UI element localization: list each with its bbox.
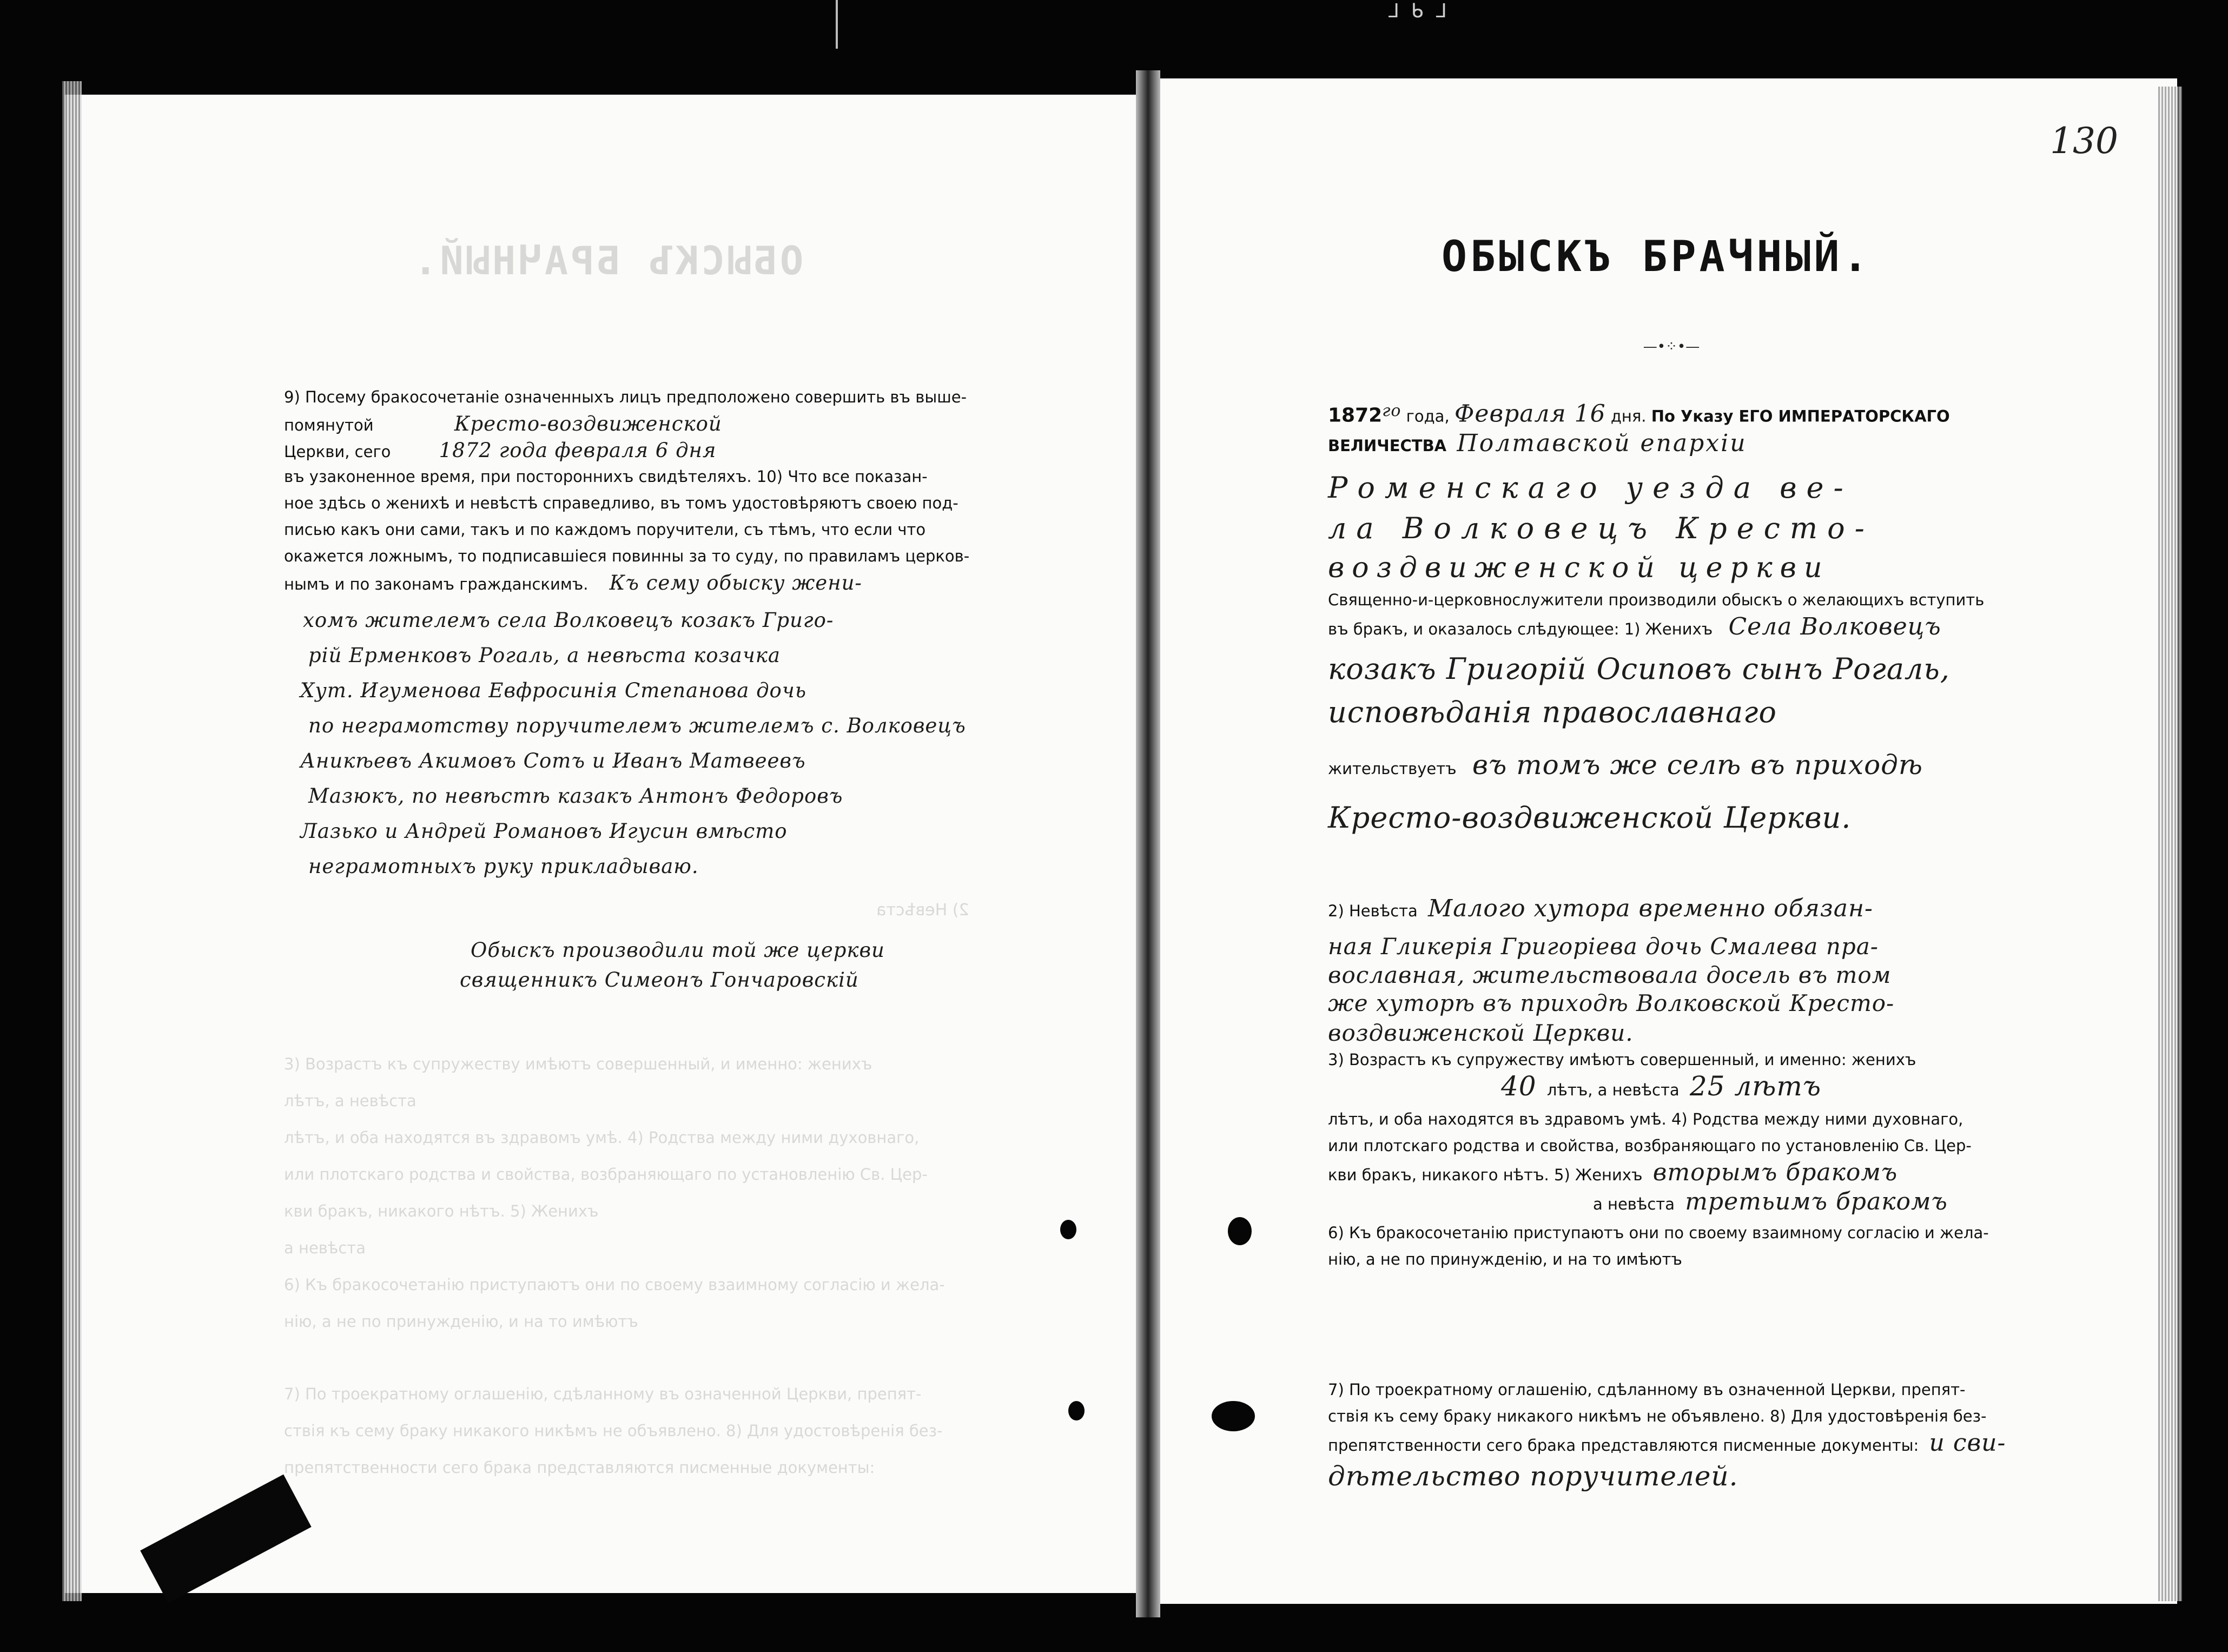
folio-number: 130 bbox=[2050, 120, 2118, 162]
top-tick bbox=[836, 0, 838, 49]
form-title: ОБЫСКЪ БРАЧНЫЙ. bbox=[1442, 233, 1872, 281]
left-handwritten-line: Аникѣевъ Акимовъ Сотъ и Иванъ Матвеевъ bbox=[300, 749, 806, 772]
left-ghost-line: 7) По троекратному оглашенiю, сдѣланному въ означенной Церкви, препят- bbox=[284, 1385, 922, 1403]
left-ghost-line: лѣтъ, а невѣста bbox=[284, 1092, 416, 1110]
majesty-text: ВЕЛИЧЕСТВА bbox=[1328, 437, 1447, 455]
right-page bbox=[1155, 78, 2177, 1604]
groom-village-handwritten: Села Волковецъ bbox=[1728, 613, 1941, 640]
binding-hole-left-2 bbox=[1068, 1401, 1085, 1420]
day-word: дня. bbox=[1610, 407, 1647, 426]
left-ghost-line: кви бракъ, никакого нѣтъ. 5) Женихъ bbox=[284, 1202, 599, 1220]
p9-line-8 bbox=[284, 570, 862, 598]
bride-marriage-handwritten: третьимъ бракомъ bbox=[1685, 1188, 1948, 1215]
bride-label: 2) Невѣста bbox=[1328, 902, 1418, 920]
bride-hw-5: воздвиженской Церкви. bbox=[1328, 1020, 1634, 1046]
left-ghost-line: а невѣста bbox=[284, 1239, 366, 1257]
left-handwritten-line: неграмотныхъ руку прикладываю. bbox=[308, 855, 699, 878]
p9-line-2 bbox=[284, 411, 722, 439]
header-hw-4: воздвиженской церкви bbox=[1328, 552, 1830, 584]
left-ghost-line: или плотскаго родства и свойства, возбраняющаго по установленiю Св. Цер- bbox=[284, 1165, 928, 1184]
left-ghost-title: ОБЫСКЪ БРАЧНЫЙ. bbox=[411, 238, 804, 283]
left-page-edge bbox=[62, 81, 82, 1601]
age-line-6 bbox=[1593, 1188, 1948, 1218]
documents-label: препятственности сего брака представляются писменные документы: bbox=[1328, 1436, 1919, 1455]
header-line-2 bbox=[1328, 430, 1747, 459]
banns-line-1: 7) По троекратному оглашенiю, сдѣланному въ означенной Церкви, препят- bbox=[1328, 1380, 1966, 1399]
binding-hole-left-1 bbox=[1060, 1220, 1076, 1239]
groom-marriage-handwritten: вторымъ бракомъ bbox=[1652, 1159, 1898, 1186]
banns-line-3 bbox=[1328, 1430, 2006, 1459]
documents-hw-2: дѣтельство поручителей. bbox=[1328, 1461, 1738, 1492]
bride-hw-3: вославная, жительствовала досель въ том bbox=[1328, 962, 1892, 988]
consent-line-1: 6) Къ бракосочетанiю приступаютъ они по своему взаимному согласiю и жела- bbox=[1328, 1224, 1989, 1242]
p9-line-5: ное здѣсь о женихѣ и невѣстѣ справедливо, въ томъ удостовѣряютъ своею под- bbox=[284, 494, 958, 512]
residence-label: жительствуетъ bbox=[1328, 759, 1457, 778]
left-page bbox=[65, 95, 1141, 1593]
right-page-edge bbox=[2158, 87, 2182, 1601]
groom-hw-5: Кресто-воздвиженской Церкви. bbox=[1328, 801, 1852, 835]
clergy-line-1: Священно-и-церковнослужители производили обыскъ о желающихъ вступить bbox=[1328, 591, 1985, 609]
p9-date-label: Церкви, сего bbox=[284, 442, 391, 461]
banns-line-2: ствiя къ сему браку никакого никѣмъ не объявлено. 8) Для удостовѣренiя без- bbox=[1328, 1407, 1987, 1425]
binding-hole-right-1 bbox=[1228, 1217, 1252, 1245]
top-page-mark: ᒧ ᑲ ᒧ bbox=[1387, 0, 1447, 22]
year-word: года, bbox=[1406, 407, 1450, 426]
left-handwritten-line: по неграмотству поручителемъ жителемъ с. Волковецъ bbox=[308, 714, 966, 737]
header-line-1 bbox=[1328, 398, 1950, 430]
p9-line-4: въ узаконенное время, при постороннихъ свидѣтеляхъ. 10) Что все показан- bbox=[284, 467, 928, 486]
left-ghost-line: ствiя къ сему браку никакого никѣмъ не объявлено. 8) Для удостовѣренiя без- bbox=[284, 1422, 943, 1440]
bride-marriage-label: а невѣста bbox=[1593, 1195, 1675, 1213]
left-ghost-line: нiю, а не по принужденiю, и на то имѣютъ bbox=[284, 1312, 638, 1331]
clergy-line-2 bbox=[1328, 613, 1941, 643]
decree-text: По Указу ЕГО ИМПЕРАТОРСКАГО bbox=[1651, 407, 1950, 426]
header-hw-2: Роменскаго уезда ве- bbox=[1328, 471, 1853, 505]
header-hw-3: ла Волковецъ Кресто- bbox=[1328, 511, 1874, 545]
groom-hw-3: исповѣданiя православнаго bbox=[1328, 695, 1777, 729]
month-handwritten: Февраля 16 bbox=[1454, 400, 1606, 428]
left-officiant-line-2: священникъ Симеонъ Гончаровскiй bbox=[460, 968, 859, 992]
p9-handwritten-start: Къ сему обыску жени- bbox=[609, 571, 862, 594]
left-handwritten-line: хомъ жителемъ села Волковецъ козакъ Григо- bbox=[303, 609, 834, 632]
p9-line-6: писью какъ они сами, такъ и по каждомъ поручители, съ тѣмъ, что если что bbox=[284, 520, 926, 539]
age-line-5 bbox=[1328, 1159, 1898, 1188]
p9-line-1: 9) Посему бракосочетанiе означенныхъ лицъ предположено совершить въ выше- bbox=[284, 388, 967, 406]
age-line-2 bbox=[1501, 1073, 1821, 1103]
left-handwritten-line: Хут. Игуменова Евфросинiя Степанова дочь bbox=[300, 679, 806, 702]
left-handwritten-line: Мазюкъ, по невѣстѣ казакъ Антонъ Федоровъ bbox=[308, 784, 843, 808]
bride-hw-4: же хуторѣ въ приходѣ Волковской Кресто- bbox=[1328, 990, 1895, 1016]
left-handwritten-line: рiй Ерменковъ Рогаль, а невѣста козачка bbox=[308, 644, 781, 667]
p9-line-7: окажется ложнымъ, то подписавшiеся повинны за то суду, по правиламъ церков- bbox=[284, 547, 970, 565]
p9-line-3 bbox=[284, 437, 716, 465]
left-officiant-line-1: Обыскъ производили той же церкви bbox=[471, 939, 885, 962]
left-ghost-bride: 2) Невѣста bbox=[876, 901, 969, 920]
left-ghost-line: препятственности сего брака представляются писменные документы: bbox=[284, 1458, 875, 1477]
groom-age-handwritten: 40 bbox=[1501, 1071, 1537, 1102]
left-handwritten-line: Лазько и Андрей Романовъ Игусин вмѣсто bbox=[300, 820, 788, 843]
book-gutter bbox=[1136, 70, 1160, 1617]
age-line-4: или плотскаго родства и свойства, возбраняющаго по установленiю Св. Цер- bbox=[1328, 1136, 1972, 1155]
bride-line-1 bbox=[1328, 895, 1873, 924]
groom-marriage-label: кви бракъ, никакого нѣтъ. 5) Женихъ bbox=[1328, 1166, 1643, 1184]
title-ornament: —•⁘•— bbox=[1643, 339, 1700, 355]
year-suffix: го bbox=[1382, 401, 1401, 420]
p9-label: помянутой bbox=[284, 416, 374, 434]
age-line-1: 3) Возрастъ къ супружеству имѣютъ совершенный, и именно: женихъ bbox=[1328, 1050, 1916, 1069]
year-printed: 1872 bbox=[1328, 404, 1383, 427]
bride-hw-1: Малого хутора временно обязан- bbox=[1428, 895, 1873, 922]
left-ghost-line: 6) Къ бракосочетанiю приступаютъ они по своему взаимному согласiю и жела- bbox=[284, 1276, 945, 1294]
bride-age-label: лѣтъ, а невѣста bbox=[1546, 1081, 1680, 1099]
left-ghost-line: 3) Возрастъ къ супружеству имѣютъ совершенный, и именно: женихъ bbox=[284, 1055, 872, 1073]
groom-label: въ бракъ, и оказалось слѣдующее: 1) Женихъ bbox=[1328, 620, 1713, 638]
binding-hole-right-2 bbox=[1212, 1401, 1255, 1431]
p9-date-handwritten: 1872 года февраля 6 дня bbox=[439, 439, 717, 462]
age-line-3: лѣтъ, и оба находятся въ здравомъ умѣ. 4) Родства между ними духовнаго, bbox=[1328, 1110, 1963, 1128]
left-ghost-line: лѣтъ, и оба находятся въ здравомъ умѣ. 4) Родства между ними духовнаго, bbox=[284, 1128, 920, 1147]
groom-hw-2: козакъ Григорiй Осиповъ сынъ Рогаль, bbox=[1328, 652, 1950, 686]
groom-hw-4: въ томъ же селѣ въ приходѣ bbox=[1472, 749, 1923, 781]
eparchy-handwritten: Полтавской епархiи bbox=[1457, 429, 1747, 457]
p9-church-handwritten: Кресто-воздвиженской bbox=[454, 412, 722, 435]
bride-hw-2: ная Гликерiя Григорiева дочь Смалева пра- bbox=[1328, 933, 1879, 960]
p9-end-label: нымъ и по законамъ гражданскимъ. bbox=[284, 575, 589, 593]
consent-line-2: нiю, а не по принужденiю, и на то имѣютъ bbox=[1328, 1250, 1682, 1268]
residence-row bbox=[1328, 749, 1923, 782]
bride-age-handwritten: 25 лѣтъ bbox=[1689, 1071, 1822, 1102]
documents-hw-1: и сви- bbox=[1929, 1429, 2006, 1457]
